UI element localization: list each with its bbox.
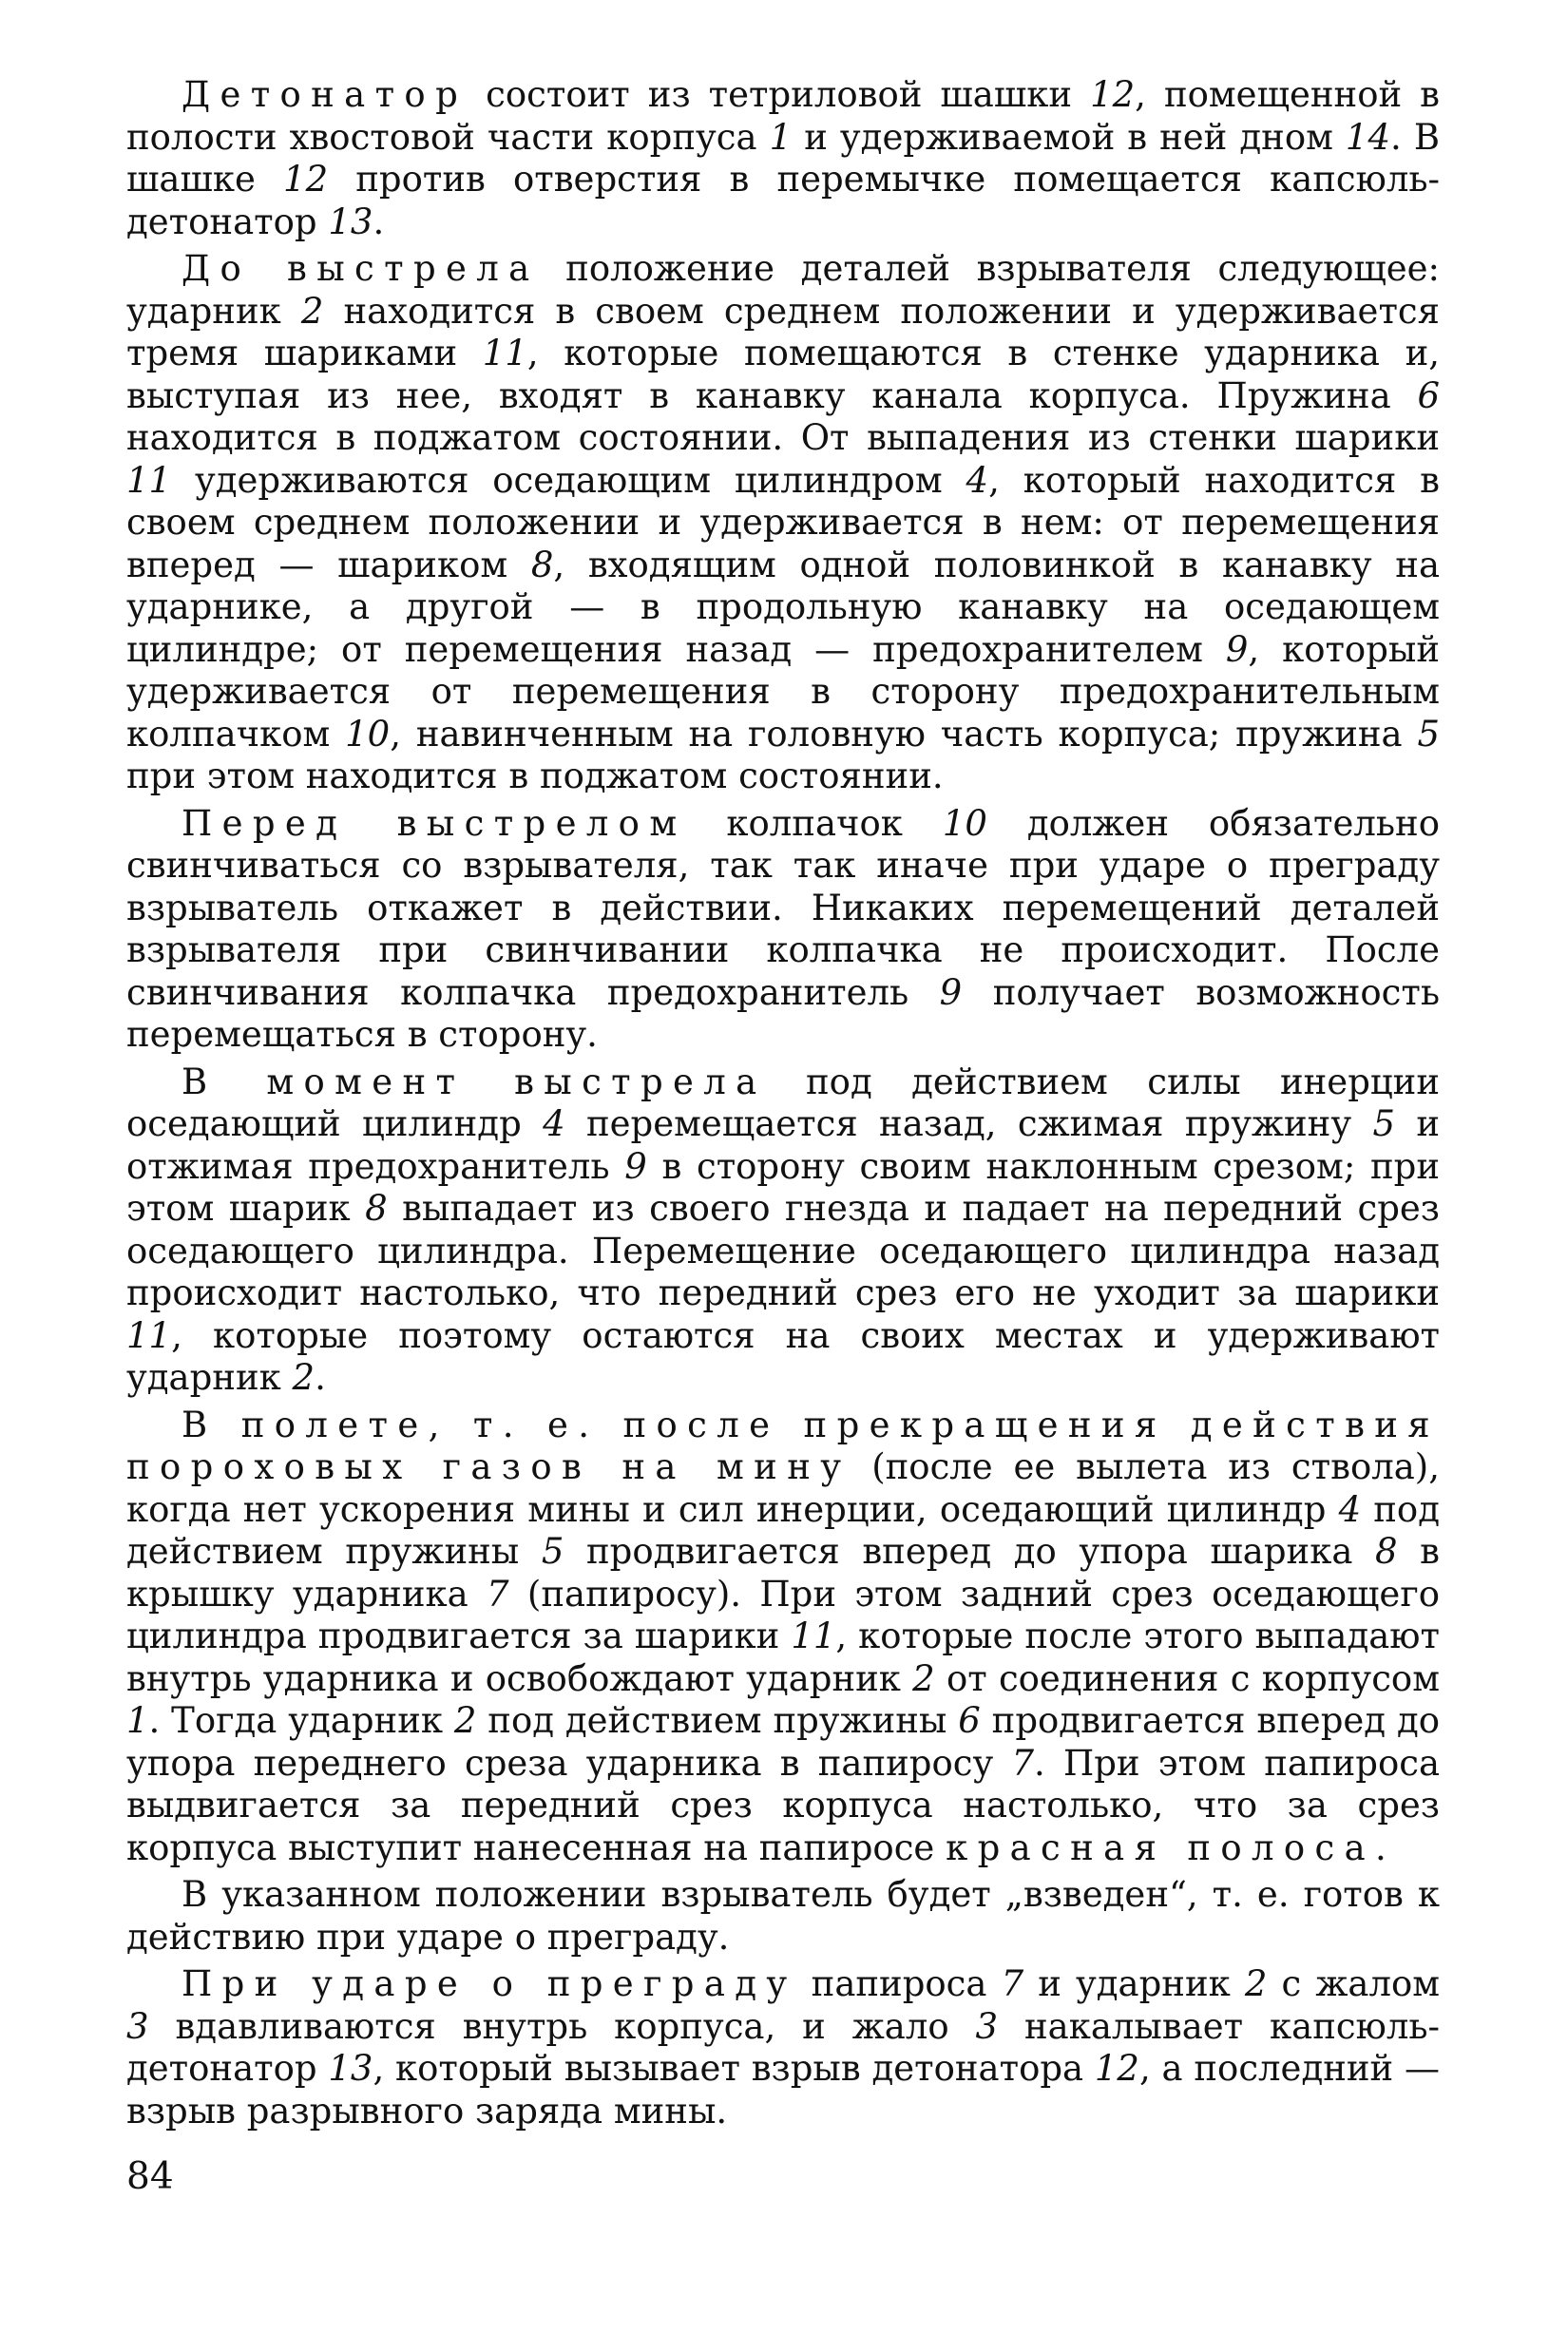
text-run: . (315, 1357, 326, 1398)
text-run: вдавливаются внутрь корпуса, и жало (148, 2005, 976, 2047)
part-number: 8 (365, 1188, 388, 1229)
text-run: (папиросу). При этом задний срез оседающего цилиндра продвигается за шарики (126, 1573, 1440, 1656)
part-number: 11 (791, 1616, 836, 1656)
paragraph (126, 74, 1440, 243)
paragraph-lead: При ударе о преграду (182, 1963, 797, 2004)
text-run: с жалом (1267, 1963, 1441, 2004)
text-body (126, 74, 1440, 2132)
part-number: 10 (345, 713, 391, 755)
part-number: 6 (1417, 374, 1440, 416)
part-number: 11 (126, 1314, 172, 1356)
part-number: 6 (958, 1700, 981, 1741)
text-run: и отжимая предохранитель (126, 1103, 1441, 1187)
text-run: находится в поджатом состоянии. От выпадения из стенки шарики (126, 417, 1440, 458)
part-number: 11 (482, 333, 527, 373)
text-run: (после ее вылета из ствола), когда нет ускорения мины и сил инерции, оседающий цилиндр (126, 1446, 1440, 1530)
part-number: 8 (530, 544, 554, 585)
page-number: 84 (126, 2155, 174, 2198)
part-number: 1 (769, 116, 793, 158)
part-number: 11 (126, 459, 172, 501)
part-number: 12 (1094, 2048, 1139, 2089)
part-number: 13 (328, 201, 373, 242)
part-number: 7 (1011, 1742, 1034, 1784)
part-number: 5 (1417, 713, 1440, 755)
text-run: продвигается вперед до упора переднего среза ударника в папиросу (126, 1700, 1440, 1784)
text-run: от соединения с корпусом (934, 1657, 1440, 1699)
text-run: и ударник (1023, 1963, 1245, 2004)
text-run: . (1375, 1826, 1386, 1868)
part-number: 4 (966, 459, 989, 501)
emphasis-text: красная полоса (946, 1826, 1376, 1868)
part-number: 2 (1244, 1963, 1268, 2004)
text-run: в сторону своим наклонным срезом; при этом шарик (126, 1145, 1440, 1229)
paragraph (126, 1874, 1440, 1959)
part-number: 5 (541, 1531, 564, 1572)
text-run: . При этом папироса выдвигается за передний срез корпуса настолько, что за срез корпуса выступит нанесенная на папиросе (126, 1742, 1440, 1868)
text-run: , а последний — взрыв разрывного заряда мины. (126, 2048, 1440, 2132)
text-run: удерживаются оседающим цилиндром (171, 459, 966, 501)
part-number: 9 (1225, 628, 1249, 670)
text-run: В указанном положении взрыватель будет „взведен“, т. е. готов к действию при ударе о преграду. (126, 1874, 1440, 1958)
text-run: , навинченным на головную часть корпуса; пружина (390, 713, 1418, 755)
text-run: положение деталей взрывателя следующее: ударник (126, 248, 1440, 332)
text-run: , которые после этого выпадают внутрь ударника и освобождают ударник (126, 1616, 1440, 1699)
paragraph (126, 1963, 1440, 2132)
part-number: 5 (1372, 1103, 1395, 1144)
part-number: 2 (300, 290, 324, 332)
text-run: . Тогда ударник (148, 1700, 454, 1741)
text-run: должен обязательно свинчиваться со взрывателя, так так иначе при ударе о преграду взрыватель откажет в действии. Никаких перемещений деталей взрывателя при свинчивании колпачка не происходит. После свинчивания колпачка предохранитель (126, 802, 1440, 1013)
part-number: 9 (939, 971, 963, 1013)
part-number: 12 (283, 159, 329, 200)
text-run: , который вызывает взрыв детонатора (373, 2048, 1095, 2089)
text-run: состоит из тетриловой шашки (468, 74, 1091, 115)
text-run: получает возможность перемещаться в сторону. (126, 971, 1440, 1055)
text-run: продвигается вперед до упора шарика (564, 1531, 1375, 1572)
part-number: 12 (1090, 74, 1136, 115)
page-body (126, 74, 1440, 2137)
paragraph-lead: До выстрела (182, 248, 540, 289)
text-run: , помещенной в полости хвостовой части корпуса (126, 74, 1440, 158)
text-run: и удерживаемой в ней дном (792, 116, 1346, 158)
paragraph (126, 1061, 1440, 1400)
part-number: 1 (126, 1700, 149, 1741)
paragraph (126, 1405, 1440, 1870)
paragraph (126, 248, 1440, 798)
text-run: . (373, 201, 385, 242)
text-run: под действием силы инерции оседающий цилиндр (126, 1061, 1440, 1144)
text-run: выпадает из своего гнезда и падает на передний срез оседающего цилиндра. Перемещение оседающего цилиндра назад происходит настолько, что передний срез его не уходит за шарики (126, 1188, 1440, 1313)
part-number: 10 (942, 802, 987, 844)
text-run: в крышку ударника (126, 1531, 1440, 1615)
text-run: против отверстия в перемычке помещается капсюль-детонатор (126, 159, 1440, 242)
part-number: 9 (624, 1145, 647, 1187)
part-number: 13 (328, 2048, 373, 2089)
text-run: под действием пружины (476, 1700, 959, 1741)
part-number: 3 (975, 2005, 999, 2047)
text-run: , который находится в своем среднем положении и удерживается в нем: от перемещения вперед — шариком (126, 459, 1441, 585)
paragraph (126, 803, 1440, 1057)
part-number: 2 (912, 1657, 935, 1699)
part-number: 2 (292, 1357, 316, 1398)
part-number: 3 (126, 2005, 149, 2047)
text-run: находится в своем среднем положении и удерживается тремя шариками (126, 290, 1440, 373)
paragraph-lead: Перед выстрелом (182, 802, 687, 844)
part-number: 14 (1345, 116, 1391, 158)
text-run: , входящим одной половинкой в канавку на ударнике, а другой — в продольную канавку на оседающем цилиндре; от перемещения назад — предохранителем (126, 544, 1440, 670)
paragraph-lead: Детонатор (182, 74, 468, 115)
part-number: 2 (453, 1700, 477, 1741)
text-run: . В шашке (126, 116, 1441, 200)
text-run: перемещается назад, сжимая пружину (564, 1103, 1373, 1144)
paragraph-lead: В полете, т. е. после прекращения действия пороховых газов на мину (126, 1404, 1440, 1487)
text-run: , которые помещаются в стенке ударника и, выступая из нее, входят в канавку канала корпуса. Пружина (126, 333, 1440, 416)
part-number: 7 (487, 1573, 509, 1615)
part-number: 4 (543, 1103, 565, 1144)
text-run: накалывает капсюль-детонатор (126, 2005, 1440, 2089)
text-run: колпачок (686, 802, 943, 844)
text-run: при этом находится в поджатом состоянии. (126, 755, 944, 796)
text-run: папироса (796, 1963, 1002, 2004)
text-run: , который удерживается от перемещения в сторону предохранительным колпачком (126, 628, 1441, 755)
text-run: под действием пружины (126, 1488, 1440, 1572)
text-run: , которые поэтому остаются на своих местах и удерживают ударник (126, 1314, 1440, 1398)
part-number: 7 (1001, 1963, 1024, 2004)
part-number: 4 (1338, 1488, 1362, 1530)
part-number: 8 (1375, 1531, 1398, 1572)
paragraph-lead: В момент выстрела (182, 1061, 767, 1102)
